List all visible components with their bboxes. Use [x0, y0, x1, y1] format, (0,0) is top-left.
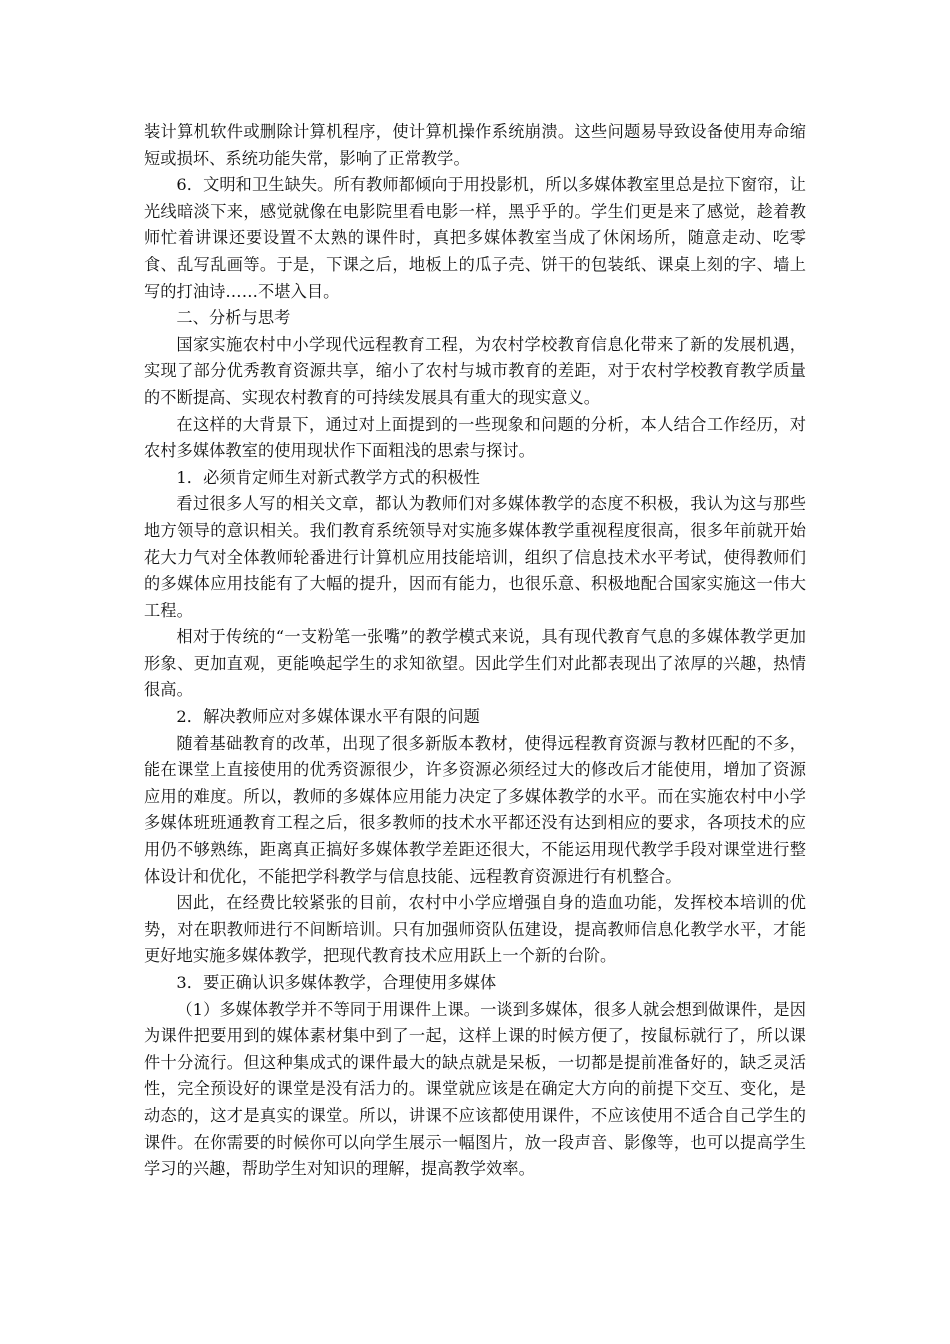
section-heading-analysis: 二、分析与思考 [176, 308, 291, 328]
subheading-1: 1．必须肯定师生对新式教学方式的积极性 [176, 467, 480, 487]
document-body [144, 119, 806, 1183]
subheading-3: 3．要正确认识多媒体教学，合理使用多媒体 [176, 973, 497, 992]
paragraph-traditional-mode: 相对于传统的“一支粉笔一张嘴”的教学模式来说，具有现代教育气息的多媒体教学更加形象、更加直观，更能唤起学生的求知欲望。因此学生们对此都表现出了浓厚的兴趣，热情很高。 [144, 627, 806, 700]
paragraph-continuation: 装计算机软件或删除计算机程序，使计算机操作系统崩溃。这些问题易导致设备使用寿命缩短或损坏、系统功能失常，影响了正常教学。 [144, 122, 806, 168]
paragraph-curriculum-reform: 随着基础教育的改革，出现了很多新版本教材，使得远程教育资源与教材匹配的不多，能在课堂上直接使用的优秀资源很少，许多资源必须经过大的修改后才能使用，增加了资源应用的难度。所以，教师的多媒体应用能力决定了多媒体教学的水平。而在实施农村中小学多媒体班班通教育工程之后，很多教师的技术水平都还没有达到相应的要求，各项技术的应用仍不够熟练，距离真正搞好多媒体教学差距还很大，不能运用现代教学手段对课堂进行整体设计和优化，不能把学科教学与信息技能、远程教育资源进行有机整合。 [144, 733, 806, 886]
subheading-2: 2．解决教师应对多媒体课水平有限的问题 [176, 707, 480, 727]
paragraph-item-6: 6．文明和卫生缺失。所有教师都倾向于用投影机，所以多媒体教室里总是拉下窗帘，让光线暗淡下来，感觉就像在电影院里看电影一样，黑乎乎的。学生们更是来了感觉，趁着教师忙着讲课还要设置不太熟的课件时，真把多媒体教室当成了休闲场所，随意走动、吃零食、乱写乱画等。于是，下课之后，地板上的瓜子壳、饼干的包装纸、课桌上刻的字、墙上写的打油诗……不堪入目。 [144, 175, 806, 301]
paragraph-national-project: 国家实施农村中小学现代远程教育工程，为农村学校教育信息化带来了新的发展机遇，实现了部分优秀教育资源共享，缩小了农村与城市教育的差距，对于农村学校教育教学质量的不断提高、实现农村教育的可持续发展具有重大的现实意义。 [144, 334, 806, 407]
paragraph-courseware: （1）多媒体教学并不等同于用课件上课。一谈到多媒体，很多人就会想到做课件，是因为课件把要用到的媒体素材集中到了一起，这样上课的时候方便了，按鼠标就行了，所以课件十分流行。但这种集成式的课件最大的缺点就是呆板，一切都是提前准备好的，缺乏灵活性，完全预设好的课堂是没有活力的。课堂就应该是在确定大方向的前提下交互、变化，是动态的，这才是真实的课堂。所以，讲课不应该都使用课件，不应该使用不适合自己学生的课件。在你需要的时候你可以向学生展示一幅图片，放一段声音、影像等，也可以提高学生学习的兴趣，帮助学生对知识的理解，提高教学效率。 [144, 999, 806, 1179]
paragraph-training: 因此，在经费比较紧张的目前，农村中小学应增强自身的造血功能，发挥校本培训的优势，对在职教师进行不间断培训。只有加强师资队伍建设，提高教师信息化教学水平，才能更好地实施多媒体教学，把现代教育技术应用跃上一个新的台阶。 [144, 893, 806, 966]
paragraph-teacher-attitude: 看过很多人写的相关文章，都认为教师们对多媒体教学的态度不积极，我认为这与那些地方领导的意识相关。我们教育系统领导对实施多媒体教学重视程度很高，很多年前就开始花大力气对全体教师轮番进行计算机应用技能培训，组织了信息技术水平考试，使得教师们的多媒体应用技能有了大幅的提升，因而有能力，也很乐意、积极地配合国家实施这一伟大工程。 [144, 494, 806, 620]
paragraph-background: 在这样的大背景下，通过对上面提到的一些现象和问题的分析，本人结合工作经历，对农村多媒体教室的使用现状作下面粗浅的思索与探讨。 [144, 414, 806, 461]
